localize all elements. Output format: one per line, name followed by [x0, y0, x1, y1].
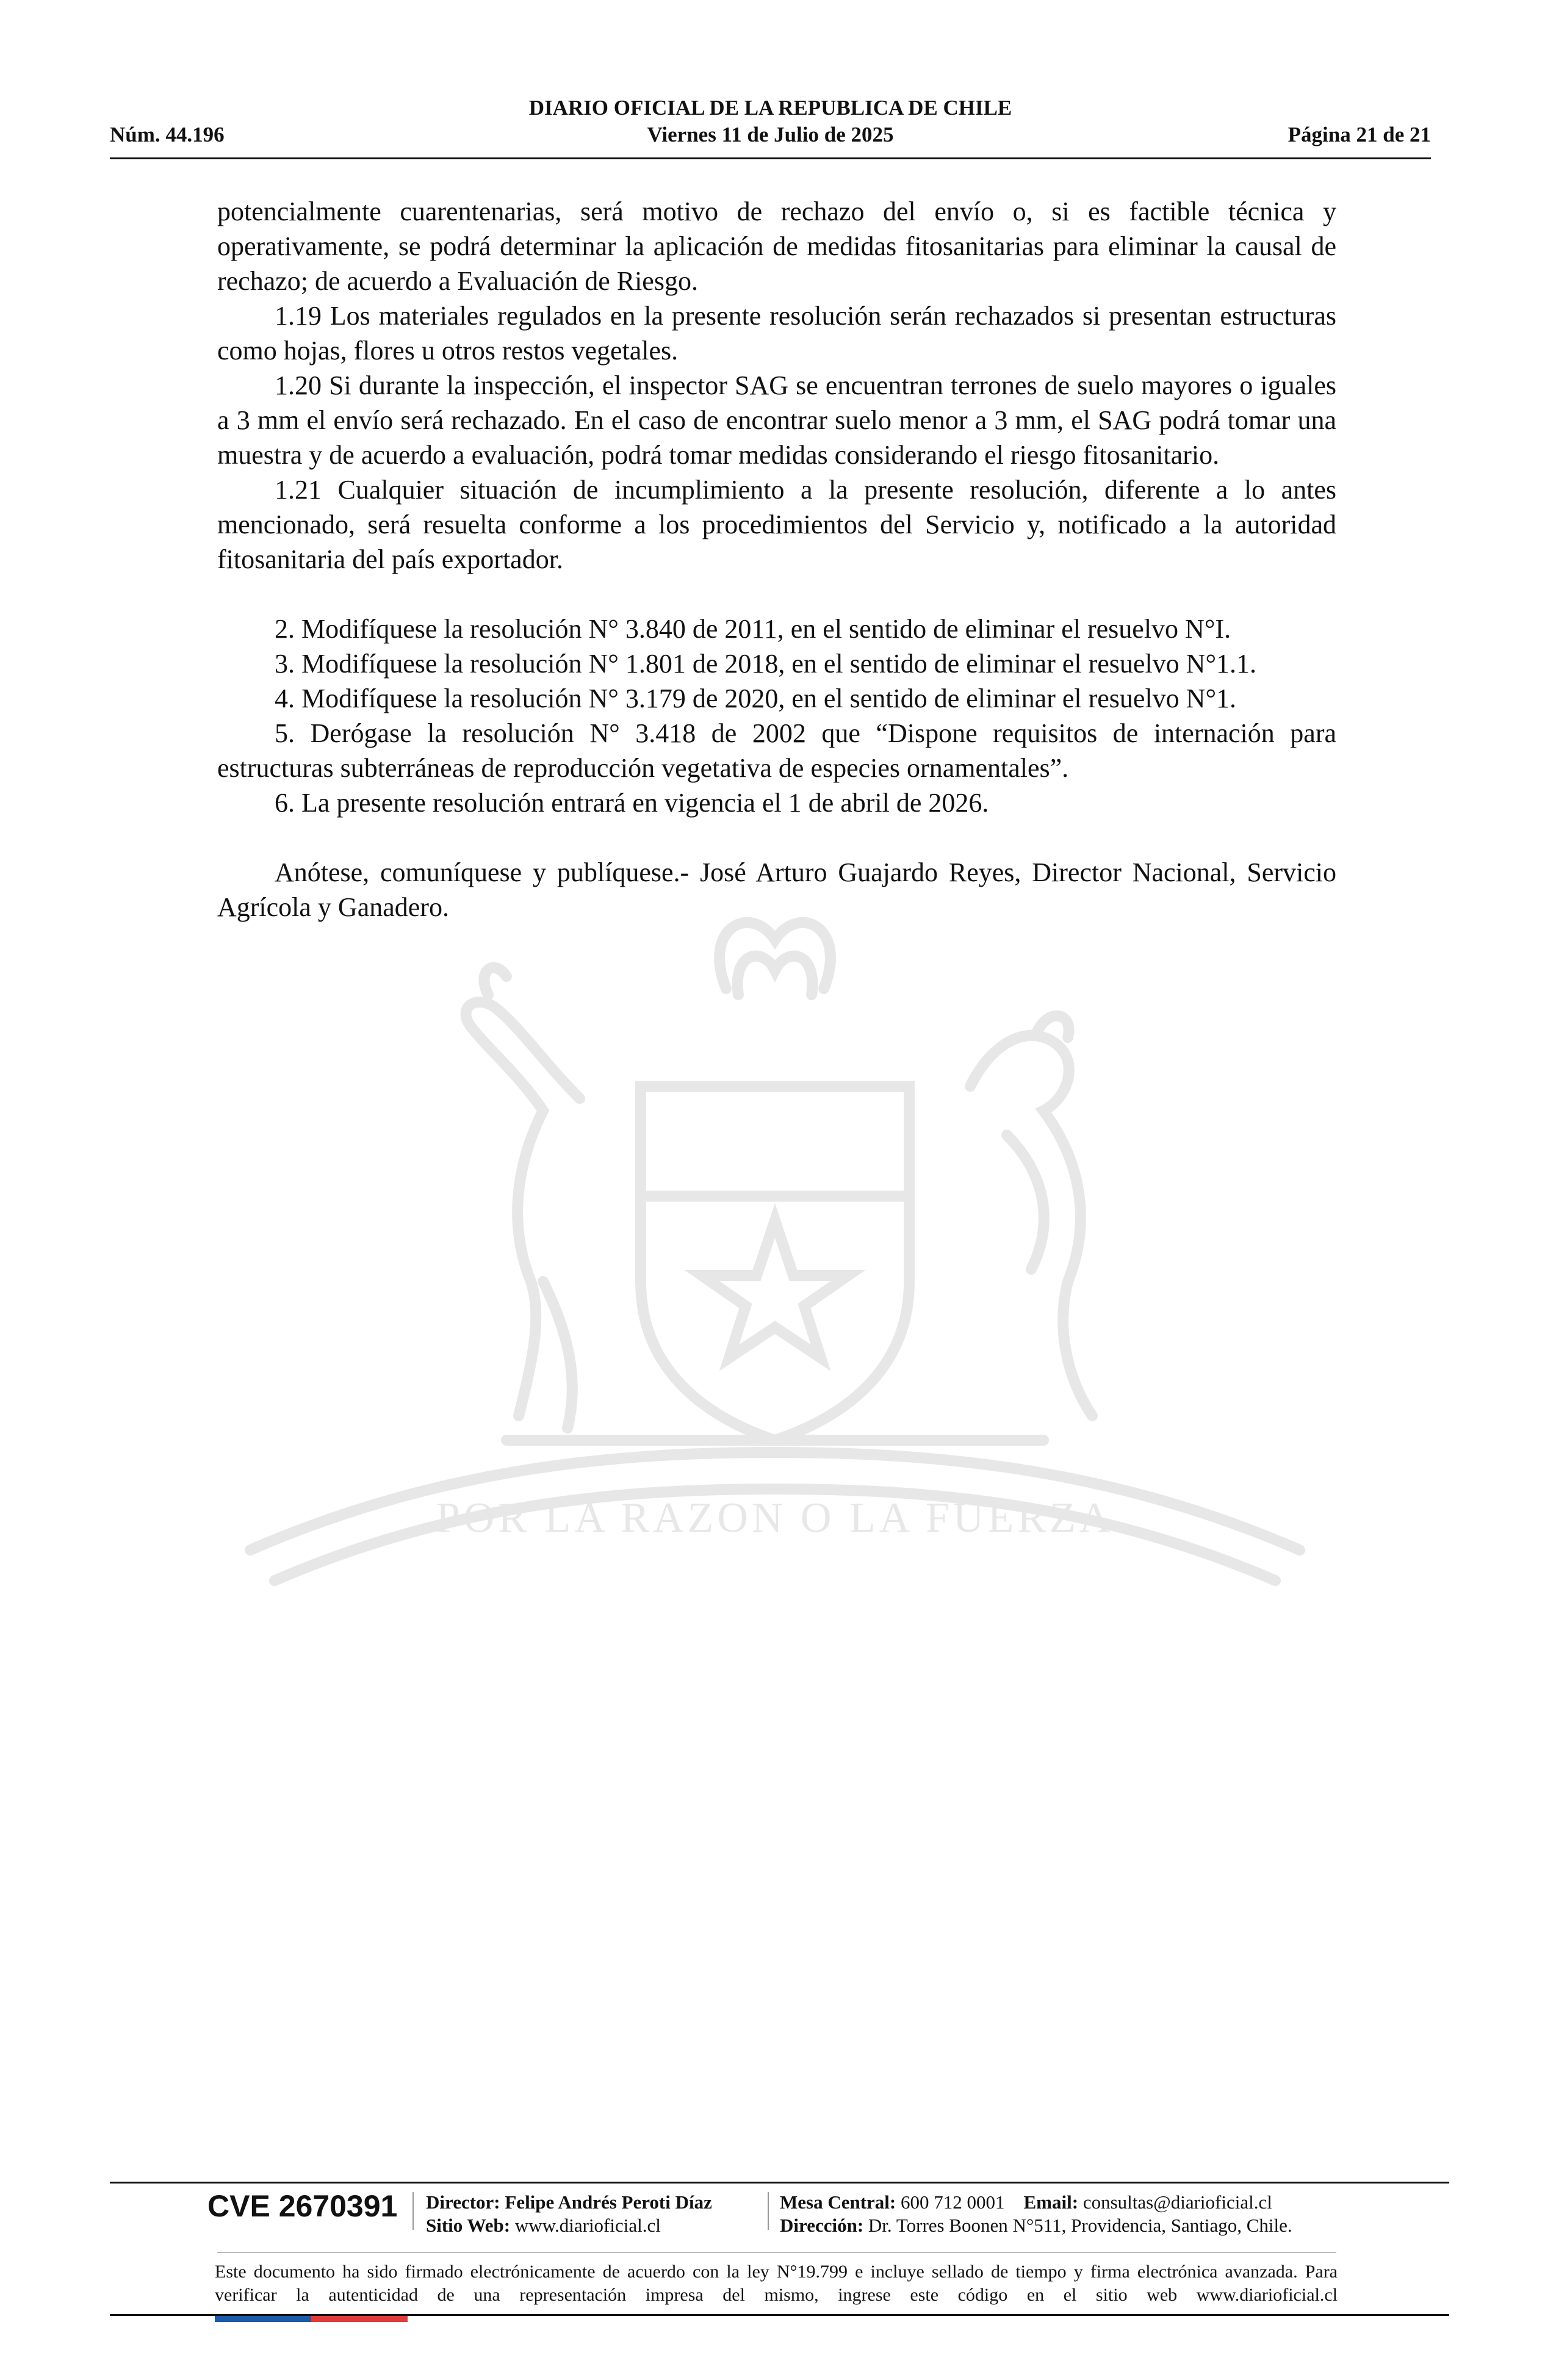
chilean-coat-of-arms-icon	[201, 903, 1349, 1660]
footer-director	[426, 2191, 712, 2214]
body-paragraph: potencialmente cuarentenarias, será motivo de rechazo del envío o, si es factible técnica y operativamente, se podrá determinar la aplicación de medidas fitosanitarias para eliminar la causal de rechazo; de acuerdo a Evaluación de Riesgo.	[217, 197, 1336, 296]
page-number: Página 21 de 21	[1288, 123, 1431, 146]
seal-motto: POR LA RAZON O LA FUERZA	[436, 1495, 1114, 1542]
body-paragraph: 4. Modifíquese la resolución N° 3.179 de 2020, en el sentido de eliminar el resuelvo N°1.	[275, 683, 1237, 713]
footer-website	[426, 2214, 661, 2237]
footer-separator	[768, 2192, 769, 2230]
flag-bar-red	[311, 2316, 408, 2322]
address-label: Dirección:	[780, 2215, 864, 2236]
footer-thin-divider	[217, 2252, 1336, 2253]
body-paragraph: 5. Derógase la resolución N° 3.418 de 2002 que “Dispone requisitos de internación para estructuras subterráneas de reproducción vegetativa de especies ornamentales”.	[217, 718, 1336, 783]
website-value: www.diarioficial.cl	[514, 2215, 661, 2236]
footer-address	[780, 2214, 1292, 2237]
signature-disclaimer: Este documento ha sido firmado electrónicamente de acuerdo con la ley N°19.799 e incluye sellado de tiempo y firma electrónica avanzada. Para verificar la autenticidad de una representación impresa del mismo, ingrese este código en el sitio web www.diarioficial.cl	[215, 2262, 1338, 2305]
website-label: Sitio Web:	[426, 2215, 511, 2236]
body-paragraph: 1.20 Si durante la inspección, el inspector SAG se encuentran terrones de suelo mayores o iguales a 3 mm el envío será rechazado. En el caso de encontrar suelo menor a 3 mm, el SAG podrá tomar una muestra y de acuerdo a evaluación, podrá tomar medidas considerando el riesgo fitosanitario.	[217, 370, 1336, 470]
footer-top-divider	[110, 2182, 1449, 2183]
mesa-label: Mesa Central:	[780, 2191, 896, 2213]
body-paragraph: 2. Modifíquese la resolución N° 3.840 de 2011, en el sentido de eliminar el resuelvo N°I.	[275, 614, 1231, 644]
mesa-value: 600 712 0001	[901, 2191, 1005, 2213]
body-paragraph: 6. La presente resolución entrará en vigencia el 1 de abril de 2026.	[275, 788, 989, 818]
body-paragraph: 1.21 Cualquier situación de incumplimiento a la presente resolución, diferente a lo antes mencionado, será resuelta conforme a los procedimientos del Servicio y, notificado a la autoridad fitosanitaria del país exportador.	[217, 475, 1336, 574]
page-header	[110, 95, 1431, 162]
director-name: Felipe Andrés Peroti Díaz	[505, 2191, 712, 2213]
document-body	[217, 194, 1336, 925]
cve-code: CVE 2670391	[207, 2189, 398, 2223]
footer-separator	[412, 2192, 414, 2230]
issue-number: Núm. 44.196	[110, 123, 225, 146]
footer-contact	[780, 2191, 1272, 2214]
issue-date: Viernes 11 de Julio de 2025	[647, 123, 894, 146]
email-value: consultas@diarioficial.cl	[1082, 2191, 1272, 2213]
body-paragraph: 1.19 Los materiales regulados en la presente resolución serán rechazados si presentan estructuras como hojas, flores u otros restos vegetales.	[217, 301, 1336, 366]
signature-paragraph: Anótese, comuníquese y publíquese.- José Arturo Guajardo Reyes, Director Nacional, Servicio Agrícola y Ganadero.	[217, 857, 1336, 922]
body-paragraph: 3. Modifíquese la resolución N° 1.801 de 2018, en el sentido de eliminar el resuelvo N°1.1.	[275, 649, 1257, 679]
email-label: Email:	[1023, 2191, 1079, 2213]
director-label: Director:	[426, 2191, 500, 2213]
flag-bar-blue	[215, 2316, 311, 2322]
address-value: Dr. Torres Boonen N°511, Providencia, Santiago, Chile.	[868, 2215, 1292, 2236]
header-divider	[110, 157, 1431, 159]
newspaper-title: DIARIO OFICIAL DE LA REPUBLICA DE CHILE	[528, 96, 1012, 120]
